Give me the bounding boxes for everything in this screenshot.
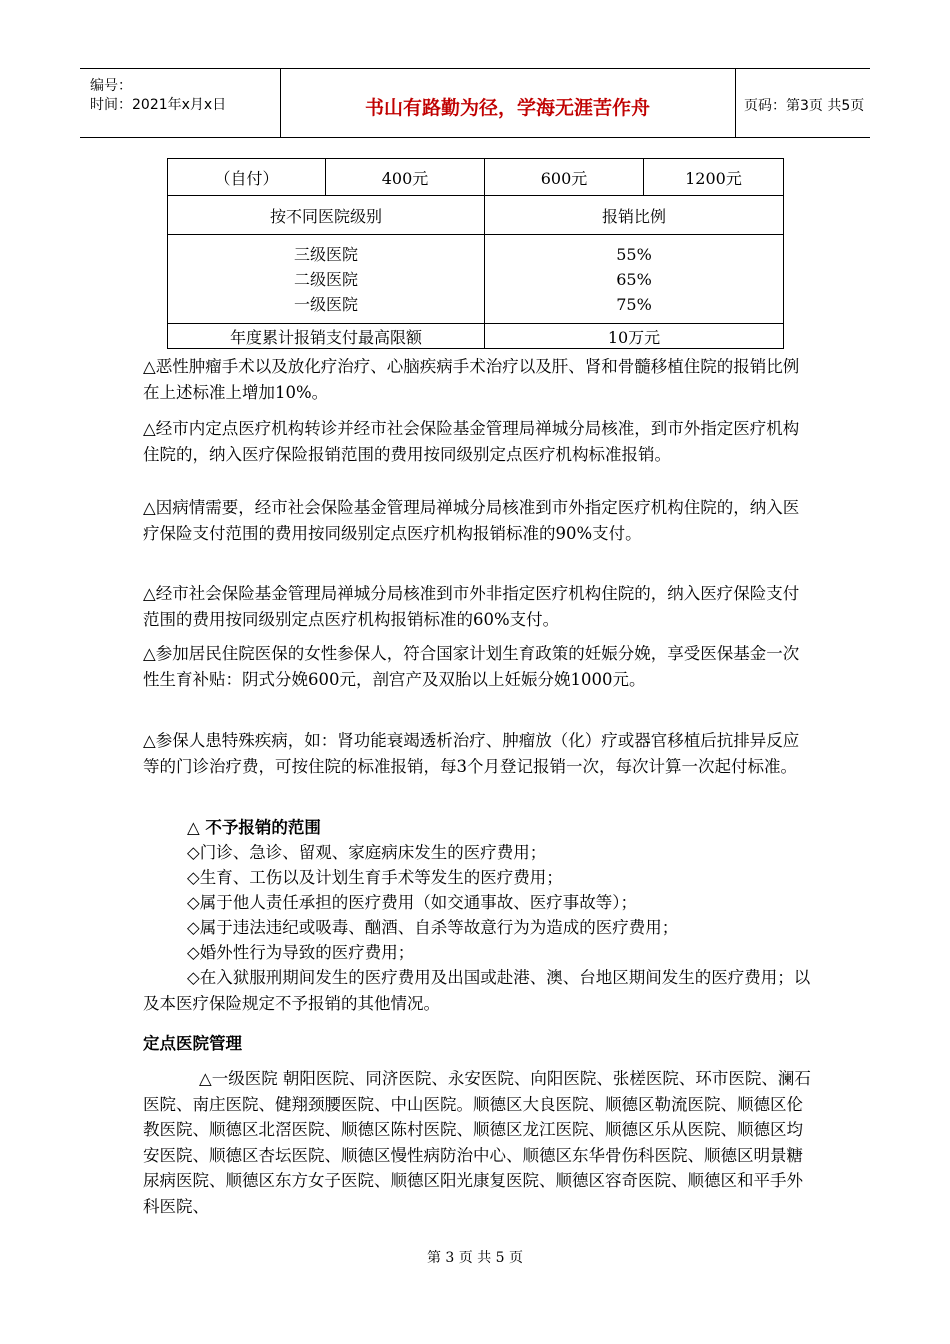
list-item: ◇婚外性行为导致的医疗费用； xyxy=(187,943,415,962)
list-item: ◇属于他人责任承担的医疗费用（如交通事故、医疗事故等）； xyxy=(187,893,637,912)
table-cell: （自付） xyxy=(168,159,326,196)
doc-number-label: 编号： xyxy=(90,78,132,94)
table-cell: 年度累计报销支付最高限额 xyxy=(168,324,485,349)
table-header-cell: 报销比例 xyxy=(485,196,784,235)
table-row xyxy=(168,159,784,196)
table-row xyxy=(168,196,784,235)
page-number-label: 页码：第3页 共5页 xyxy=(744,98,865,114)
table-cell: 10万元 xyxy=(485,324,784,349)
paragraph: △参保人患特殊疾病，如：肾功能衰竭透析治疗、肿瘤放（化）疗或器官移植后抗排异反应等的门诊治疗费，可按住院的标准报销，每3个月登记报销一次，每次计算一次起付标准。 xyxy=(143,731,800,776)
motto: 书山有路勤为径，学海无涯苦作舟 xyxy=(364,97,650,119)
list-item: ◇生育、工伤以及计划生育手术等发生的医疗费用； xyxy=(187,868,563,887)
list-item: ◇在入狱服刑期间发生的医疗费用及出国或赴港、澳、台地区期间发生的医疗费用；以及本医疗保险规定不予报销的其他情况。 xyxy=(143,968,811,1013)
hospital-levels-cell xyxy=(168,235,485,324)
list-item: ◇门诊、急诊、留观、家庭病床发生的医疗费用； xyxy=(187,843,547,862)
level-item: 二级医院 xyxy=(293,269,358,289)
header-page-cell xyxy=(736,69,870,137)
table-row xyxy=(168,324,784,349)
ratio-item: 55% xyxy=(616,244,652,264)
page-header xyxy=(80,68,870,138)
list-item: ◇属于违法违纪或吸毒、酗酒、自杀等故意行为为造成的医疗费用； xyxy=(187,918,679,937)
hospital-list-paragraph: △一级医院 朝阳医院、同济医院、永安医院、向阳医院、张槎医院、环市医院、澜石医院、南庄医院、健翔颈腰医院、中山医院。顺德区大良医院、顺德区勒流医院、顺德区伦教医院、顺德区北滘医院、顺德区陈村医院、顺德区龙江医院、顺德区乐从医院、顺德区均安医院、顺德区杏坛医院、顺德区慢性病防治中心、顺德区东华骨伤科医院、顺德区明景糖尿病医院、顺德区东方女子医院、顺德区阳光康复医院、顺德区容奇医院、顺德区和平手外科医院、 xyxy=(143,1069,811,1216)
doc-time-label: 时间：2021年x月x日 xyxy=(90,97,227,113)
paragraph: △因病情需要，经市社会保险基金管理局禅城分局核准到市外指定医疗机构住院的，纳入医疗保险支付范围的费用按同级别定点医疗机构报销标准的90%支付。 xyxy=(143,498,800,543)
section-title: 定点医院管理 xyxy=(143,1034,242,1053)
level-item: 三级医院 xyxy=(293,244,358,264)
exclusions-title: △ 不予报销的范围 xyxy=(187,818,321,837)
paragraph: △经市社会保险基金管理局禅城分局核准到市外非指定医疗机构住院的，纳入医疗保险支付范围的费用按同级别定点医疗机构报销标准的60%支付。 xyxy=(143,584,800,629)
header-meta-cell xyxy=(80,69,281,137)
ratio-item: 75% xyxy=(616,294,652,314)
level-item: 一级医院 xyxy=(293,294,358,314)
table-cell: 600元 xyxy=(485,159,644,196)
header-motto-cell xyxy=(280,69,736,137)
paragraph: △恶性肿瘤手术以及放化疗治疗、心脑疾病手术治疗以及肝、肾和骨髓移植住院的报销比例在上述标准上增加10%。 xyxy=(143,357,800,402)
paragraph: △参加居民住院医保的女性参保人，符合国家计划生育政策的妊娠分娩，享受医保基金一次性生育补贴：阴式分娩600元，剖宫产及双胎以上妊娠分娩1000元。 xyxy=(143,644,800,689)
table-row xyxy=(168,235,784,324)
ratio-item: 65% xyxy=(616,269,652,289)
page-footer: 第 3 页 共 5 页 xyxy=(426,1250,524,1266)
ratios-cell xyxy=(485,235,784,324)
table-cell: 400元 xyxy=(326,159,485,196)
table-header-cell: 按不同医院级别 xyxy=(168,196,485,235)
reimbursement-table xyxy=(167,158,784,349)
table-cell: 1200元 xyxy=(644,159,784,196)
paragraph: △经市内定点医疗机构转诊并经市社会保险基金管理局禅城分局核准，到市外指定医疗机构住院的，纳入医疗保险报销范围的费用按同级别定点医疗机构标准报销。 xyxy=(143,419,800,464)
